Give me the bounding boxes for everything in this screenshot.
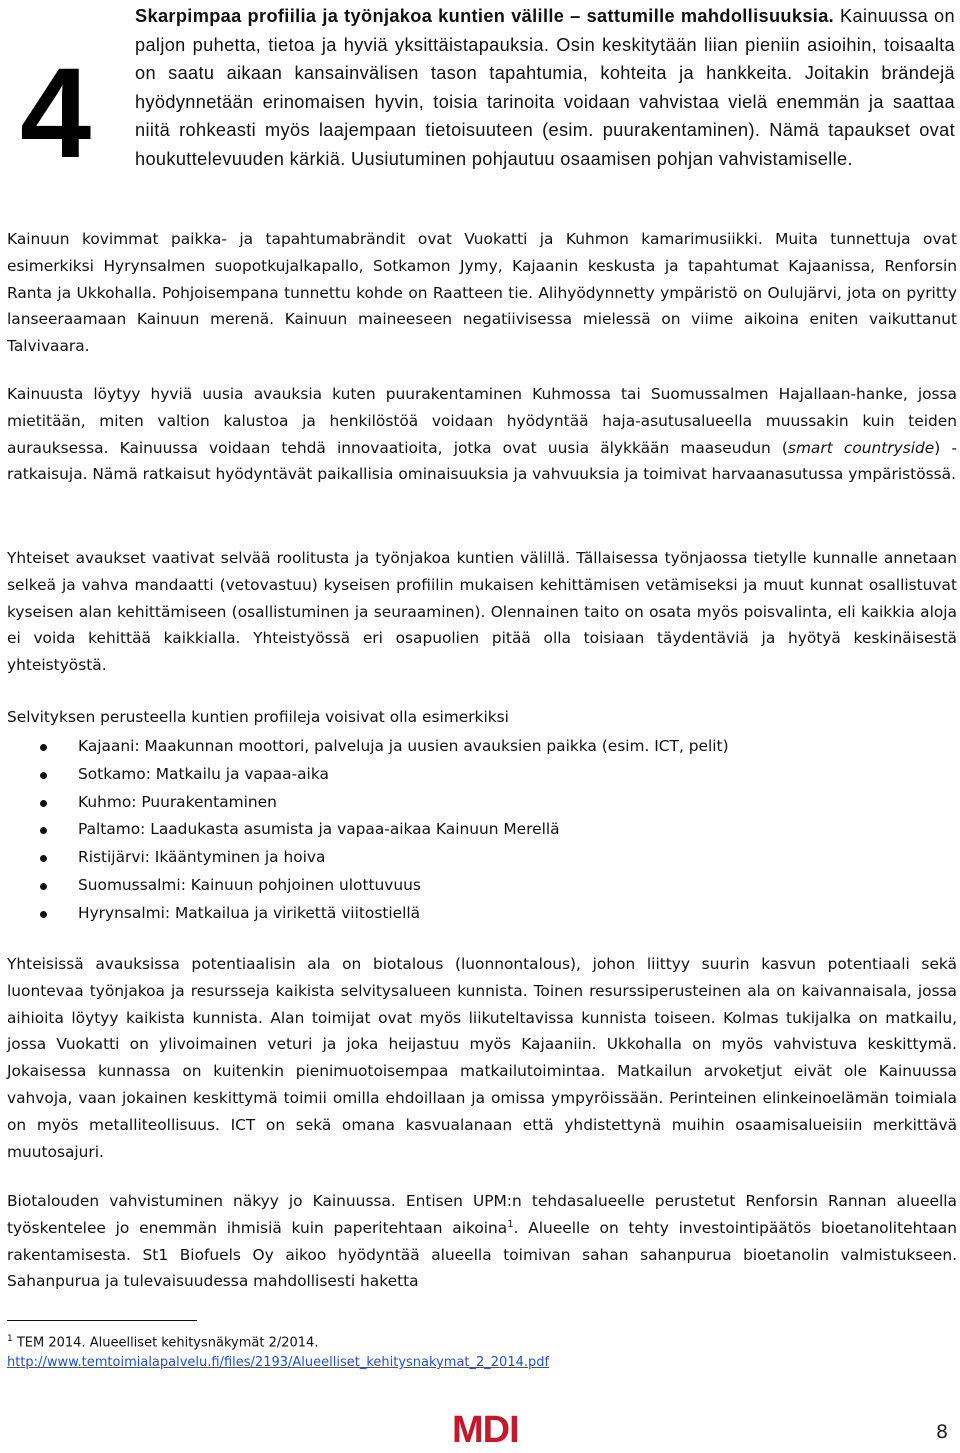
chapter-number: 4 xyxy=(20,42,88,185)
footnote-number: 1 xyxy=(7,1334,13,1344)
paragraph-text: Kainuun kovimmat paikka- ja tapahtumabrändit ovat Vuokatti ja Kuhmon kamarimusiikki. Muita tunnettuja ovat esimerkiksi Hyrynsalmen suopotkujalkapallo, Sotkamon Jymy, Kajaanin keskusta ja tapahtumat Kajaanissa, Renforsin Ranta ja Ukkohalla. Pohjoisempana tunnettu kohde on Raatteen tie. Alihyödynnetty ympäristö on Oulujärvi, jota on pyritty lanseeraamaan Kainuun merenä. Kainuun maineeseen negatiivisessa mielessä on viime aikoina eniten vaikuttanut Talvivaara. xyxy=(7,230,957,356)
text-span: Kainuusta löytyy hyviä uusia avauksia kuten puurakentaminen Kuhmossa tai Suomussalmen Hajallaan-hanke, jossa mietitään, miten valtion kalustoa ja henkilöstöä voidaan hyödyntää haja-asutusalueella muussakin kuin teiden aurauksessa. Kainuussa voidaan tehdä innovaatioita, jotka ovat uusia älykkään maaseudun ( xyxy=(7,385,957,457)
text-span: ) -ratkaisuja. Nämä ratkaisut hyödyntävät paikallisia ominaisuuksia ja vahvuuksia ja toimivat harvaanasutussa ympäristössä. xyxy=(7,438,958,484)
list-item xyxy=(40,816,940,844)
list-item xyxy=(40,733,940,761)
footnote-divider xyxy=(7,1320,197,1321)
page-number: 8 xyxy=(936,1421,949,1443)
footnote-text: TEM 2014. Alueelliset kehitysnäkymät 2/2014. xyxy=(12,1335,319,1351)
paragraph-text: Yhteiset avaukset vaativat selvää roolitusta ja työnjakoa kuntien välillä. Tällaisessa työnjaossa tietylle kunnalle annetaan selkeä ja vahva mandaatti (vetovastuu) kyseisen profiilin mukaisen kehittämisen vetämiseksi ja muut kunnat osallistuvat kyseisen alan kehittämiseen (osallistuminen ja seuraaminen). Olennainen taito on osata myös poisvalinta, eli kaikkia aloja ei voida kehittää kaikkialla. Yhteistyössä eri osapuolien pitää olla toisiaan täydentäviä ja hyötyä keskinäisestä yhteistyöstä. xyxy=(7,549,957,675)
paragraph-bioeconomy-growth xyxy=(7,1188,957,1295)
paragraph-bioeconomy xyxy=(7,951,957,1165)
footnote-citation xyxy=(7,1329,907,1353)
bullet-icon xyxy=(40,883,47,890)
list-item-text: Kajaani: Maakunnan moottori, palveluja ja uusien avauksien paikka (esim. ICT, pelit) xyxy=(78,737,729,755)
paragraph-text xyxy=(7,381,957,488)
list-item xyxy=(40,789,940,817)
list-item-text: Kuhmo: Puurakentaminen xyxy=(78,792,277,811)
intro-body: Kainuussa on paljon puhetta, tietoa ja hyviä yksittäistapauksia. Osin keskitytään liian pieniin asioihin, toisaalta on saatu aikaan kansainvälisen tason tapahtumia, kohteita ja hankkeita. Joitakin brändejä hyödynnetään erinomaisen hyvin, toisia tarinoita voidaan vahvistaa vielä enemmän ja saattaa niitä rohkeasti myös laajempaan tietoisuuteen (esim. puurakentaminen). Nämä tapaukset ovat houkuttelevuuden kärkiä. Uusiutuminen pohjautuu osaamisen pohjan vahvistamiselle. xyxy=(135,6,955,169)
emphasis-text: smart countryside xyxy=(787,438,935,457)
footnote xyxy=(7,1329,907,1373)
list-item-text: Hyrynsalmi: Matkailua ja virikettä viitostiellä xyxy=(78,903,421,922)
list-item xyxy=(40,872,940,900)
bullet-icon xyxy=(40,744,47,751)
paragraph-text: Selvityksen perusteella kuntien profiileja voisivat olla esimerkiksi xyxy=(7,708,509,726)
bullet-icon xyxy=(40,827,47,834)
list-item-text: Sotkamo: Matkailu ja vapaa-aika xyxy=(78,764,329,783)
chapter-intro xyxy=(0,0,960,200)
footnote-link[interactable]: http://www.temtoimialapalvelu.fi/files/2193/Alueelliset_kehitysnakymat_2_2014.pdf xyxy=(7,1355,550,1371)
list-item xyxy=(40,844,940,872)
paragraph-new-openings xyxy=(7,381,957,488)
profile-list xyxy=(40,733,940,928)
paragraph-brands xyxy=(7,226,957,360)
paragraph-profiles-intro xyxy=(7,704,957,731)
mdi-logo: MDI xyxy=(452,1409,519,1451)
footnote-ref[interactable]: 1 xyxy=(507,1218,514,1230)
intro-text xyxy=(135,2,955,173)
text-span: . Alueelle on tehty investointipäätös bioetanolitehtaan rakentamisesta. St1 Biofuels Oy aikoo hyödyntää alueella toimivan sahan sahanpurua bioetanolin valmistukseen. Sahanpurua ja tulevaisuudessa mahdollisesti haketta xyxy=(7,1218,957,1291)
bullet-icon xyxy=(40,911,47,918)
bullet-icon xyxy=(40,855,47,862)
paragraph-roles xyxy=(7,545,957,679)
bullet-icon xyxy=(40,800,47,807)
paragraph-text xyxy=(7,1188,957,1295)
list-item-text: Suomussalmi: Kainuun pohjoinen ulottuvuus xyxy=(78,875,421,894)
text-span: Biotalouden vahvistuminen näkyy jo Kainuussa. Entisen UPM:n tehdasalueelle perustetut Renforsin Rannan alueella työskentelee jo enemmän ihmisiä kuin paperitehtaan aikoina xyxy=(7,1192,957,1237)
paragraph-text: Yhteisissä avauksissa potentiaalisin ala on biotalous (luonnontalous), johon liittyy suurin kasvun potentiaali sekä luontevaa työnjakoa ja resursseja kaikista selvitysalueen kunnista. Toinen resurssiperusteinen ala on kaivannaisala, jossa aihioita löytyy kaikista kunnista. Alan toimijat ovat myös liikuteltavissa kunnista toiseen. Kolmas tukijalka on matkailu, jossa Vuokatti on ylivoimainen veturi ja joka heijastuu myös Kajaaniin. Ukkohalla on myös vahvistuva keskittymä. Jokaisessa kunnassa on kuitenkin pienimuotoisempaa matkailutoimintaa. Matkailun arvoketjut eivät ole Kainuussa vahvoja, vaan jokainen keskittymä toimii omilla ehdoillaan ja omissa ympyröissään. Perinteinen elinkeinoelämän toimiala on myös metalliteollisuus. ICT on sekä omana kasvualanaan että yhdistettynä muihin osaamisalueisiin merkittävä muutosajuri. xyxy=(7,955,957,1161)
list-item xyxy=(40,761,940,789)
intro-lead: Skarpimpaa profiilia ja työnjakoa kuntien välille – sattumille mahdollisuuksia. xyxy=(135,6,835,26)
bullet-icon xyxy=(40,772,47,779)
list-item-text: Ristijärvi: Ikääntyminen ja hoiva xyxy=(78,848,326,867)
list-item xyxy=(40,900,940,928)
list-item-text: Paltamo: Laadukasta asumista ja vapaa-aikaa Kainuun Merellä xyxy=(78,820,560,839)
